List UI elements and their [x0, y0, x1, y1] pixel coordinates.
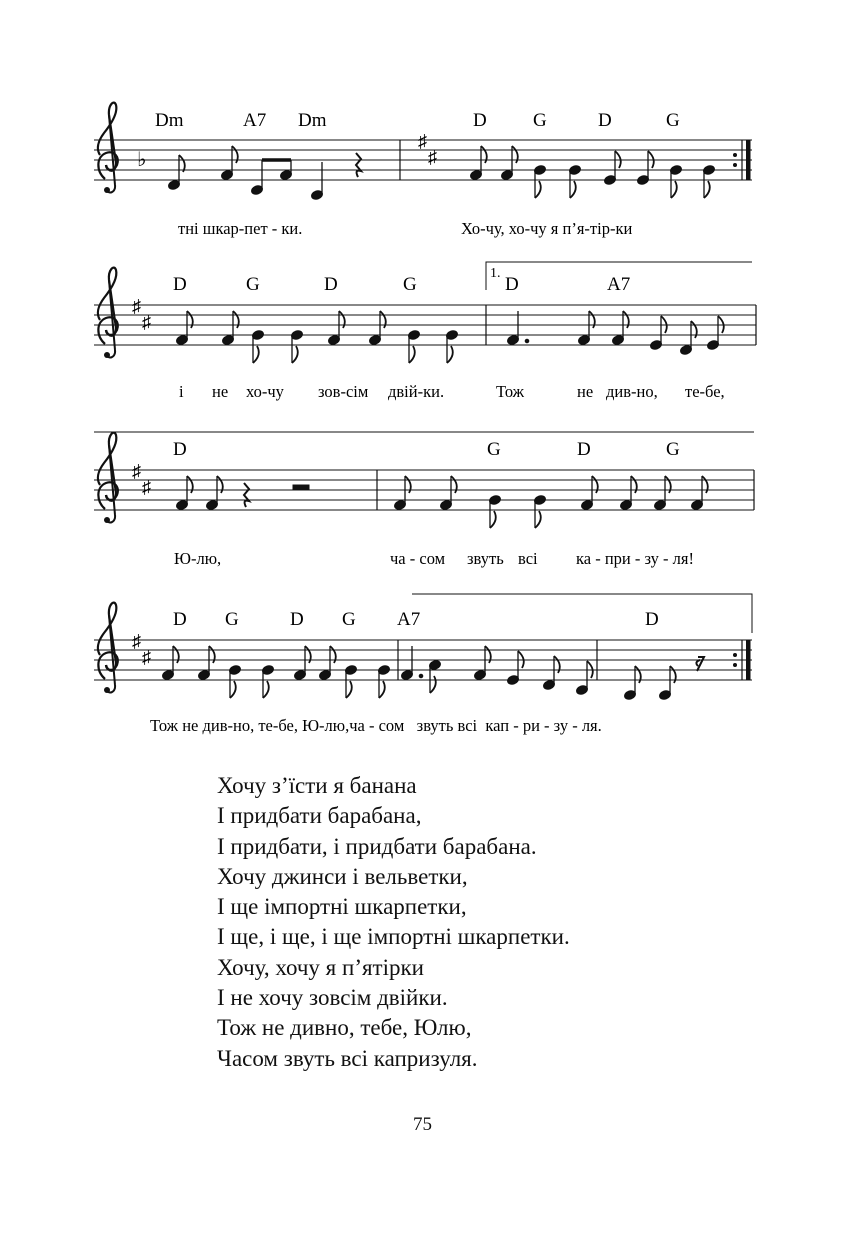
lyric: зов-сім — [318, 382, 369, 401]
chord: Dm — [298, 110, 327, 131]
lyric: не — [212, 382, 229, 401]
staff-4 — [94, 640, 752, 680]
key-signature-icon — [418, 131, 437, 167]
flat-sign-icon: ♭ — [137, 149, 147, 171]
chord: D — [324, 274, 338, 295]
svg-text:♯: ♯ — [142, 647, 151, 667]
poem-line: Хочу джинси і вельветки, — [217, 863, 468, 889]
treble-clef-icon — [98, 268, 118, 358]
notes-4c — [623, 657, 704, 701]
svg-text:♯: ♯ — [132, 461, 141, 481]
lyric: звуть — [467, 549, 504, 568]
lyrics-4 — [150, 716, 602, 735]
treble-clef-icon — [98, 433, 118, 523]
lyric: двій-ки. — [388, 382, 445, 401]
chord: D — [473, 110, 487, 131]
svg-text:♯: ♯ — [142, 312, 151, 332]
chord: D — [173, 609, 187, 630]
lyric: Ю-лю, — [174, 549, 222, 568]
lyric: і — [179, 382, 184, 401]
lyric: Тож не див-но, те-бе, Ю-лю,ча - сом звуть всі кап - ри - зу - ля. — [150, 716, 602, 735]
chord: G — [487, 439, 501, 460]
chords-4 — [173, 609, 659, 630]
chord: D — [173, 274, 187, 295]
chords-3 — [173, 439, 680, 460]
lyric: ча - сом — [390, 549, 446, 568]
notes-2b — [506, 311, 723, 356]
chord: D — [577, 439, 591, 460]
lyric: Тож — [496, 382, 525, 401]
svg-text:♯: ♯ — [142, 477, 151, 497]
chord: D — [598, 110, 612, 131]
chord: G — [225, 609, 239, 630]
staff-2 — [94, 305, 756, 345]
lyric: те-бе, — [685, 382, 725, 401]
treble-clef-icon — [98, 103, 118, 193]
system-1 — [94, 103, 752, 238]
lyrics-2 — [179, 382, 725, 401]
notes-4 — [161, 646, 390, 698]
system-3 — [94, 432, 754, 568]
chord: G — [246, 274, 260, 295]
page-number: 75 — [413, 1114, 432, 1135]
system-4 — [94, 594, 752, 735]
lyrics-1 — [178, 219, 632, 238]
chord: D — [505, 274, 519, 295]
lyric: всі — [518, 549, 538, 568]
notes-4b — [400, 646, 592, 696]
key-signature-icon — [132, 631, 151, 667]
poem-line: І придбати, і придбати барабана. — [217, 833, 537, 859]
notes-3b — [393, 476, 707, 528]
chord: A7 — [607, 274, 631, 295]
lyric: Хо-чу, хо-чу я п’я-тір-ки — [461, 219, 633, 238]
notes-2 — [175, 311, 458, 363]
poem-line: І ще імпортні шкарпетки, — [217, 894, 467, 920]
chord: D — [290, 609, 304, 630]
key-signature-icon — [132, 461, 151, 497]
chord: G — [666, 439, 680, 460]
chords-1 — [155, 110, 680, 131]
ending-label: 1. — [490, 266, 501, 281]
poem-line: І не хочу зовсім двійки. — [217, 985, 448, 1011]
poem-line: І ще, і ще, і ще імпортні шкарпетки. — [217, 924, 570, 950]
lyrics-3 — [174, 549, 694, 568]
chord: G — [403, 274, 417, 295]
poem-line: Тож не дивно, тебе, Юлю, — [217, 1015, 472, 1041]
chord: G — [342, 609, 356, 630]
chord: A7 — [397, 609, 421, 630]
system-2 — [94, 262, 756, 401]
volta-bracket-icon — [412, 594, 752, 633]
chord: Dm — [155, 110, 184, 131]
lyric: ка - при - зу - ля! — [576, 549, 694, 568]
notes-1 — [167, 146, 361, 201]
chord: D — [173, 439, 187, 460]
chord: G — [666, 110, 680, 131]
svg-text:♯: ♯ — [132, 631, 141, 651]
notes-3 — [175, 476, 309, 511]
poem-line: Часом звуть всі капризуля. — [217, 1045, 478, 1071]
poem-line: І придбати барабана, — [217, 803, 422, 829]
lyric: не — [577, 382, 594, 401]
lyric: тні шкар-пет - ки. — [178, 219, 303, 238]
key-signature-icon — [132, 296, 151, 332]
lyric: хо-чу — [246, 382, 284, 401]
treble-clef-icon — [98, 603, 118, 693]
chord: D — [645, 609, 659, 630]
chords-2 — [173, 274, 630, 295]
svg-text:♯: ♯ — [132, 296, 141, 316]
chord: A7 — [243, 110, 267, 131]
poem — [217, 771, 570, 1074]
svg-text:♯: ♯ — [418, 131, 427, 151]
poem-line: Хочу, хочу я п’ятірки — [217, 954, 424, 980]
lyric: див-но, — [606, 382, 658, 401]
notes-1b — [469, 146, 715, 198]
svg-text:♯: ♯ — [428, 147, 437, 167]
chord: G — [533, 110, 547, 131]
poem-line: Хочу з’їсти я банана — [217, 773, 417, 798]
